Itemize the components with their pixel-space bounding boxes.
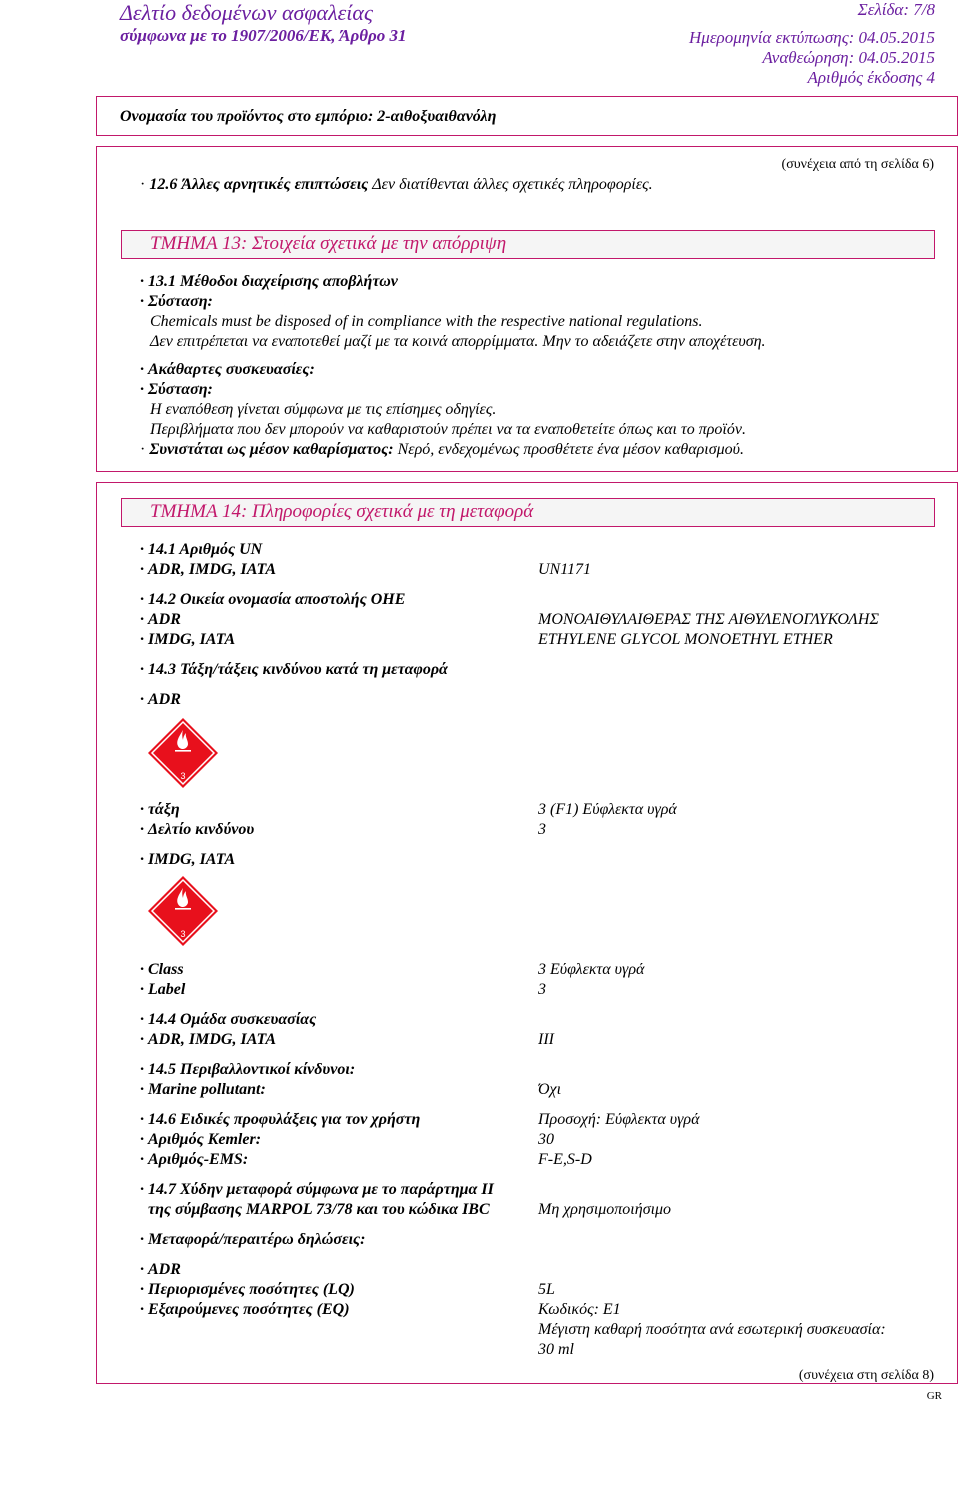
- page-number: Σελίδα: 7/8: [857, 0, 935, 19]
- s14-6-kemler-label: · Αριθμός Kemler:: [140, 1131, 262, 1148]
- section-14-header: [121, 498, 935, 527]
- s12-6-number: 12.6: [149, 176, 178, 193]
- s14-5-heading: · 14.5 Περιβαλλοντικοί κίνδυνοι:: [140, 1061, 356, 1078]
- flammable-liquid-diamond-adr: [148, 718, 218, 788]
- shipping-name-imdg: ETHYLENE GLYCOL MONOETHYL ETHER: [538, 631, 833, 648]
- further-statements-heading: · Μεταφορά/περαιτέρω δηλώσεις:: [140, 1231, 366, 1248]
- s14-4-label: · ADR, IMDG, IATA: [140, 1031, 277, 1048]
- continued-from: (συνέχεια από τη σελίδα 6): [781, 157, 934, 172]
- section-13-title: ΤΜΗΜΑ 13: Στοιχεία σχετικά με την απόρριψη: [150, 233, 507, 254]
- adr-label-value: 3: [538, 821, 546, 838]
- s14-6-ems-label: · Αριθμός-EMS:: [140, 1151, 249, 1168]
- s14-7-heading-line-1: · 14.7 Χύδην μεταφορά σύμφωνα με το παράρτημα II: [140, 1181, 494, 1198]
- diamond-class-number: 3: [180, 771, 186, 781]
- limited-quantities-label: · Περιορισμένες ποσότητες (LQ): [140, 1281, 355, 1298]
- product-name: Ονομασία του προϊόντος στο εμπόριο: 2-αιθοξυαιθανόλη: [120, 108, 497, 125]
- diamond-class-number-imdg: 3: [180, 929, 186, 939]
- s14-3-class-label: · τάξη: [140, 801, 180, 818]
- s14-1-heading: · 14.1 Αριθμός UN: [140, 541, 263, 558]
- s14-4-heading: · 14.4 Ομάδα συσκευασίας: [140, 1011, 317, 1028]
- s13-recommendation-2: · Σύσταση:: [140, 381, 213, 398]
- s12-6-line: · 12.6 Άλλες αρνητικές επιπτώσεις Δεν διατίθενται άλλες σχετικές πληροφορίες.: [140, 176, 653, 193]
- s14-3-label-label: · Δελτίο κινδύνου: [140, 821, 255, 838]
- packing-group-value: III: [538, 1031, 554, 1048]
- s14-5-marine-label: · Marine pollutant:: [140, 1081, 266, 1098]
- excepted-quantities-note-2: 30 ml: [538, 1341, 574, 1358]
- section-14-title: ΤΜΗΜΑ 14: Πληροφορίες σχετικά με τη μεταφορά: [150, 501, 534, 522]
- revision-date: Αναθεώρηση: 04.05.2015: [762, 48, 935, 67]
- s13-line-2: Δεν επιτρέπεται να εναποτεθεί μαζί με τα κοινά απορρίμματα. Μην το αδειάζετε στην αποχέτευση.: [150, 333, 766, 350]
- s14-3-heading: · 14.3 Τάξη/τάξεις κινδύνου κατά τη μεταφορά: [140, 661, 448, 678]
- language-code: GR: [926, 1390, 942, 1402]
- s13-recommendation-1: · Σύσταση:: [140, 293, 213, 310]
- document-title: Δελτίο δεδομένων ασφαλείας: [120, 0, 373, 25]
- section-13-header: [121, 230, 935, 259]
- marine-pollutant-value: Όχι: [538, 1081, 562, 1098]
- version-number: Αριθμός έκδοσης 4: [807, 68, 935, 87]
- ems-value: F-E,S-D: [538, 1151, 592, 1168]
- s14-3-adr-label: · ADR: [140, 691, 181, 708]
- limited-quantities-value: 5L: [538, 1281, 555, 1298]
- s14-7-heading-line-2: της σύμβασης MARPOL 73/78 και του κώδικα IBC: [148, 1201, 490, 1218]
- s13-contaminated-packaging: · Ακάθαρτες συσκευασίες:: [140, 361, 315, 378]
- s14-2-adr-label: · ADR: [140, 611, 181, 628]
- imdg-class-value: 3 Εύφλεκτα υγρά: [538, 961, 645, 978]
- s12-6-text: Δεν διατίθενται άλλες σχετικές πληροφορίες.: [372, 176, 653, 193]
- s14-2-imdg-label: · IMDG, IATA: [140, 631, 236, 648]
- continued-to: (συνέχεια στη σελίδα 8): [798, 1368, 934, 1383]
- flammable-liquid-diamond-imdg: [148, 876, 218, 946]
- s12-6-label: Άλλες αρνητικές επιπτώσεις: [181, 176, 369, 193]
- print-date: Ημερομηνία εκτύπωσης: 04.05.2015: [689, 28, 935, 47]
- kemler-value: 30: [538, 1131, 554, 1148]
- adr-class-value: 3 (F1) Εύφλεκτα υγρά: [538, 801, 677, 818]
- further-adr-label: · ADR: [140, 1261, 181, 1278]
- bulk-transport-value: Μη χρησιμοποιήσιμο: [538, 1201, 672, 1218]
- shipping-name-adr: ΜΟΝΟΑΙΘΥΛΑΙΘΕΡΑΣ ΤΗΣ ΑΙΘΥΛΕΝΟΓΛΥΚΟΛΗΣ: [538, 611, 879, 628]
- excepted-quantities-label: · Εξαιρούμενες ποσότητες (EQ): [140, 1301, 350, 1318]
- s13-line-1: Chemicals must be disposed of in compliance with the respective national regulations.: [150, 313, 703, 330]
- special-precautions-value: Προσοχή: Εύφλεκτα υγρά: [538, 1111, 700, 1128]
- s14-3-imdg-label: · IMDG, IATA: [140, 851, 236, 868]
- excepted-quantities-note-1: Μέγιστη καθαρή ποσότητα ανά εσωτερική συσκευασία:: [538, 1321, 886, 1338]
- s13-line-4: Περιβλήματα που δεν μπορούν να καθαριστούν πρέπει να τα εναποθετείτε όπως και το προϊόν.: [150, 421, 746, 438]
- document-subtitle: σύμφωνα με το 1907/2006/ΕΚ, Άρθρο 31: [120, 26, 407, 45]
- s13-line-3: Η εναπόθεση γίνεται σύμφωνα με τις επίσημες οδηγίες.: [150, 401, 497, 418]
- s14-2-heading: · 14.2 Οικεία ονομασία αποστολής ΟΗΕ: [140, 591, 406, 608]
- un-number: UN1171: [538, 561, 592, 578]
- imdg-label-value: 3: [538, 981, 546, 998]
- s14-3-class-en-label: · Class: [140, 961, 184, 978]
- s14-6-heading: · 14.6 Ειδικές προφυλάξεις για τον χρήστη: [140, 1111, 421, 1128]
- s14-3-label-en-label: · Label: [140, 981, 186, 998]
- s14-1-label: · ADR, IMDG, IATA: [140, 561, 277, 578]
- excepted-quantities-value: Κωδικός: E1: [538, 1301, 621, 1318]
- s13-cleaning-agent: · Συνιστάται ως μέσον καθαρίσματος: Νερό, ενδεχομένως προσθέτετε ένα μέσον καθαρισμού.: [140, 441, 745, 458]
- s13-1-heading: · 13.1 Μέθοδοι διαχείρισης αποβλήτων: [140, 273, 398, 290]
